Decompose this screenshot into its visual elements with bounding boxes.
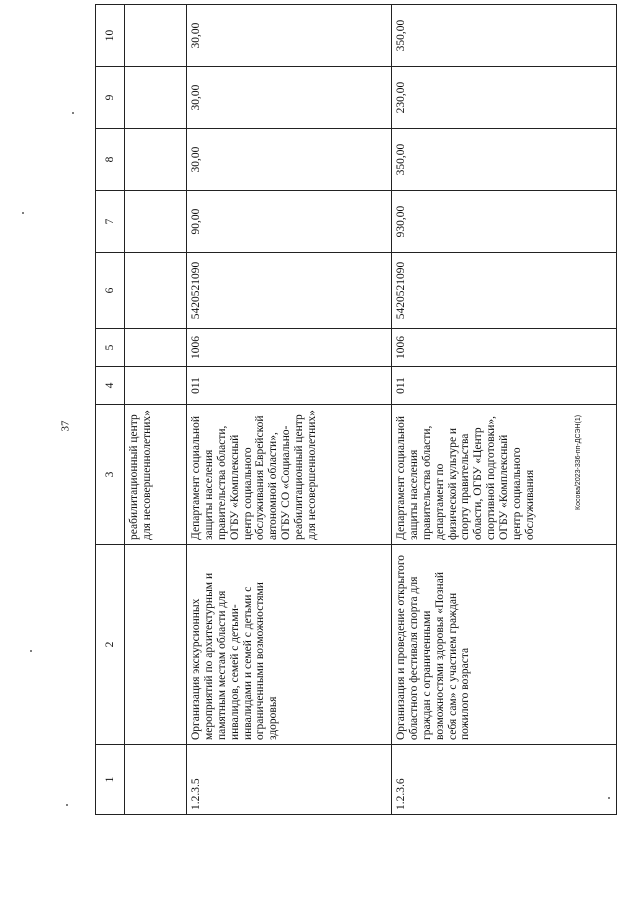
executor: Департамент социальной защиты населения правительства области, департамент по физической культуре и спорту правительства области, ОГБУ «Центр спортивной подготовки», ОГБУ «Комплексный центр социального обслуживания xyxy=(392,405,617,545)
event-name: Организация и проведение открытого областного фестиваля спорта для граждан с ограниченными возможностями здоровья «Познай себя сам» с участием граждан пожилого возраста xyxy=(392,545,617,745)
table-row xyxy=(392,5,617,815)
row-number: 1.2.3.6 xyxy=(392,745,617,815)
budget-table xyxy=(95,4,617,815)
scan-speck xyxy=(30,650,32,652)
row-number xyxy=(125,745,187,815)
cell-target xyxy=(125,253,187,329)
cell-section: 1006 xyxy=(392,329,617,367)
header-cell: 10 xyxy=(96,5,125,67)
cell-year1: 30,00 xyxy=(187,129,392,191)
row-number: 1.2.3.5 xyxy=(187,745,392,815)
document-code: Косова/2023-336-пп-ДСЭН(1) xyxy=(575,414,582,510)
cell-total xyxy=(125,191,187,253)
scan-speck xyxy=(608,797,610,799)
header-cell: 3 xyxy=(96,405,125,545)
cell-code: 011 xyxy=(187,367,392,405)
header-row xyxy=(96,5,125,815)
header-cell: 4 xyxy=(96,367,125,405)
executor: реабилитационный центр для несовершеннолетних» xyxy=(125,405,187,545)
cell-section xyxy=(125,329,187,367)
event-name xyxy=(125,545,187,745)
header-cell: 9 xyxy=(96,67,125,129)
executor: Департамент социальной защиты населения правительства области, ОГБУ «Комплексный центр социального обслуживания Еврейской автономной области», ОГБУ СО «Социально-реабилитационный центр для несовершеннолетних» xyxy=(187,405,392,545)
cell-total: 90,00 xyxy=(187,191,392,253)
event-name: Организация экскурсионных мероприятий по архитектурным и памятным местам области для инвалидов, семей с детьми-инвалидами и семей с детьми с ограниченными возможностями здоровья xyxy=(187,545,392,745)
header-cell: 1 xyxy=(96,745,125,815)
header-cell: 5 xyxy=(96,329,125,367)
cell-year1 xyxy=(125,129,187,191)
cell-year3 xyxy=(125,5,187,67)
table-row xyxy=(125,5,187,815)
rotated-table-container xyxy=(95,19,630,815)
scan-speck xyxy=(22,212,24,214)
cell-target: 5420521090 xyxy=(187,253,392,329)
cell-code: 011 xyxy=(392,367,617,405)
cell-year3: 350,00 xyxy=(392,5,617,67)
header-cell: 6 xyxy=(96,253,125,329)
header-cell: 2 xyxy=(96,545,125,745)
cell-year2: 30,00 xyxy=(187,67,392,129)
table-row xyxy=(187,5,392,815)
cell-year2 xyxy=(125,67,187,129)
header-cell: 7 xyxy=(96,191,125,253)
cell-section: 1006 xyxy=(187,329,392,367)
cell-total: 930,00 xyxy=(392,191,617,253)
cell-year2: 230,00 xyxy=(392,67,617,129)
cell-year3: 30,00 xyxy=(187,5,392,67)
cell-year1: 350,00 xyxy=(392,129,617,191)
scan-speck xyxy=(66,804,68,806)
cell-code xyxy=(125,367,187,405)
page-number: 37 xyxy=(59,420,72,432)
cell-target: 5420521090 xyxy=(392,253,617,329)
scan-speck xyxy=(72,112,74,114)
header-cell: 8 xyxy=(96,129,125,191)
